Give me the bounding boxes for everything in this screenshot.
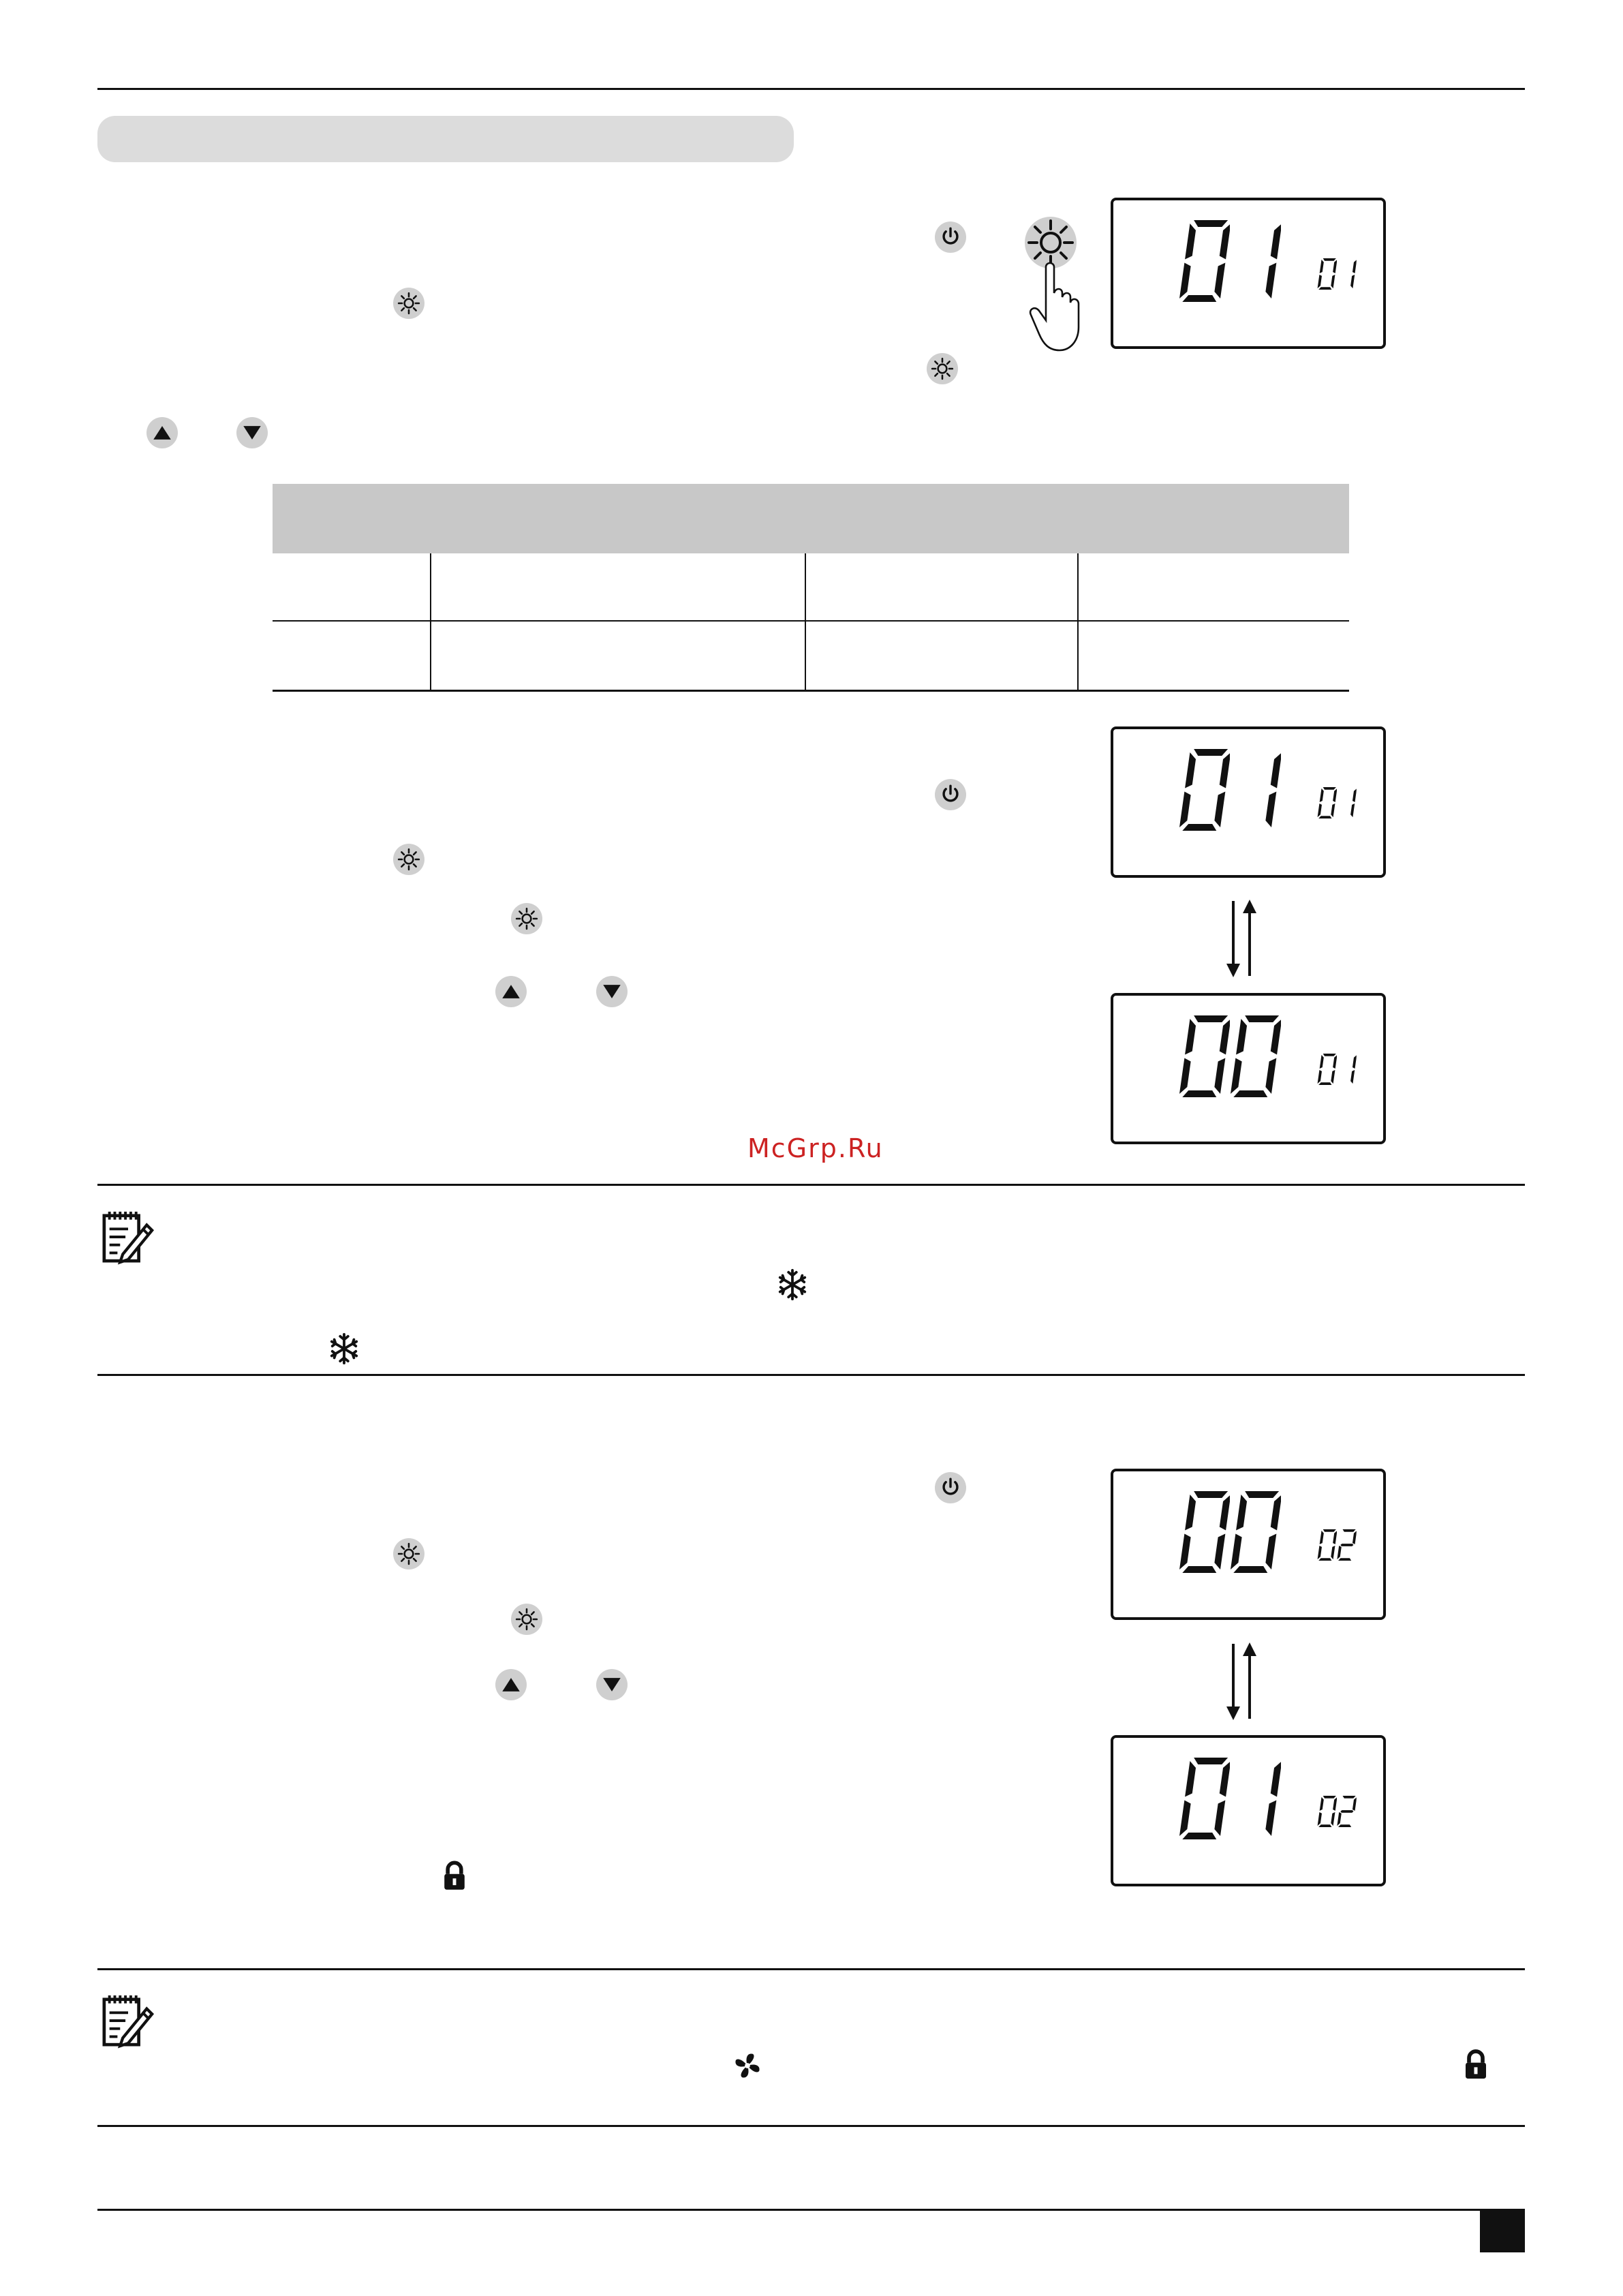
lcd-display xyxy=(1111,1469,1386,1620)
sun-button[interactable] xyxy=(511,903,542,934)
lcd-display xyxy=(1111,1735,1386,1886)
power-icon xyxy=(939,1476,962,1499)
down-button[interactable] xyxy=(236,417,268,448)
sun-button[interactable] xyxy=(393,288,424,319)
down-button[interactable] xyxy=(596,1669,628,1700)
up-triangle-icon xyxy=(151,421,174,444)
footer-rule xyxy=(97,2209,1525,2211)
sun-button[interactable] xyxy=(393,844,424,875)
lcd-sub-digits xyxy=(1315,1529,1359,1561)
table-column-divider xyxy=(805,553,806,690)
power-button[interactable] xyxy=(935,779,966,810)
sun-icon xyxy=(397,292,420,315)
sun-icon xyxy=(931,357,954,380)
note-top-rule xyxy=(97,1184,1525,1186)
sun-icon xyxy=(397,848,420,871)
sun-icon xyxy=(397,1542,420,1565)
sun-icon xyxy=(515,907,538,930)
sun-button[interactable] xyxy=(393,1538,424,1570)
power-icon xyxy=(939,783,962,806)
sun-button[interactable] xyxy=(511,1604,542,1635)
lcd-main-digits xyxy=(1179,217,1281,305)
hand-press-icon xyxy=(1019,213,1090,356)
table-row-divider xyxy=(273,620,1349,622)
sun-button[interactable] xyxy=(927,353,958,384)
lock-icon xyxy=(1462,2049,1489,2081)
down-triangle-icon xyxy=(241,421,264,444)
lcd-sub-digits xyxy=(1315,1795,1359,1828)
up-button[interactable] xyxy=(495,976,527,1007)
note-bottom-rule xyxy=(97,1374,1525,1376)
page-number-block xyxy=(1480,2209,1525,2252)
down-triangle-icon xyxy=(600,1673,623,1696)
lcd-display xyxy=(1111,726,1386,878)
table-column-divider xyxy=(430,553,431,690)
up-triangle-icon xyxy=(499,1673,523,1696)
lcd-main-digits xyxy=(1179,1488,1281,1576)
up-button[interactable] xyxy=(146,417,178,448)
watermark: McGrp.Ru xyxy=(747,1133,884,1163)
lcd-sub-digits xyxy=(1315,258,1359,290)
table-bottom-rule xyxy=(273,690,1349,692)
down-button[interactable] xyxy=(596,976,628,1007)
power-button[interactable] xyxy=(935,1472,966,1503)
table-column-divider xyxy=(1077,553,1079,690)
lcd-sub-digits xyxy=(1315,1053,1359,1086)
lcd-main-digits xyxy=(1179,1754,1281,1843)
note-top-rule xyxy=(97,1968,1525,1970)
table-header-row xyxy=(273,484,1349,553)
lcd-display xyxy=(1111,198,1386,349)
lcd-display xyxy=(1111,993,1386,1144)
snowflake-icon xyxy=(777,1269,808,1300)
toggle-arrows xyxy=(1224,898,1259,979)
power-button[interactable] xyxy=(935,221,966,253)
fan-icon xyxy=(732,2050,763,2081)
note-pad-icon xyxy=(101,1993,155,2049)
lcd-main-digits xyxy=(1179,1012,1281,1101)
note-pad-icon xyxy=(101,1209,155,1265)
section-header-bar xyxy=(97,116,794,162)
down-triangle-icon xyxy=(600,980,623,1003)
lcd-sub-digits xyxy=(1315,786,1359,819)
sun-icon xyxy=(515,1608,538,1631)
power-icon xyxy=(939,226,962,249)
lcd-main-digits xyxy=(1179,746,1281,834)
toggle-arrows xyxy=(1224,1641,1259,1721)
note-bottom-rule xyxy=(97,2125,1525,2127)
top-rule xyxy=(97,88,1525,90)
snowflake-icon xyxy=(328,1333,360,1364)
up-button[interactable] xyxy=(495,1669,527,1700)
lock-icon xyxy=(441,1861,468,1892)
up-triangle-icon xyxy=(499,980,523,1003)
